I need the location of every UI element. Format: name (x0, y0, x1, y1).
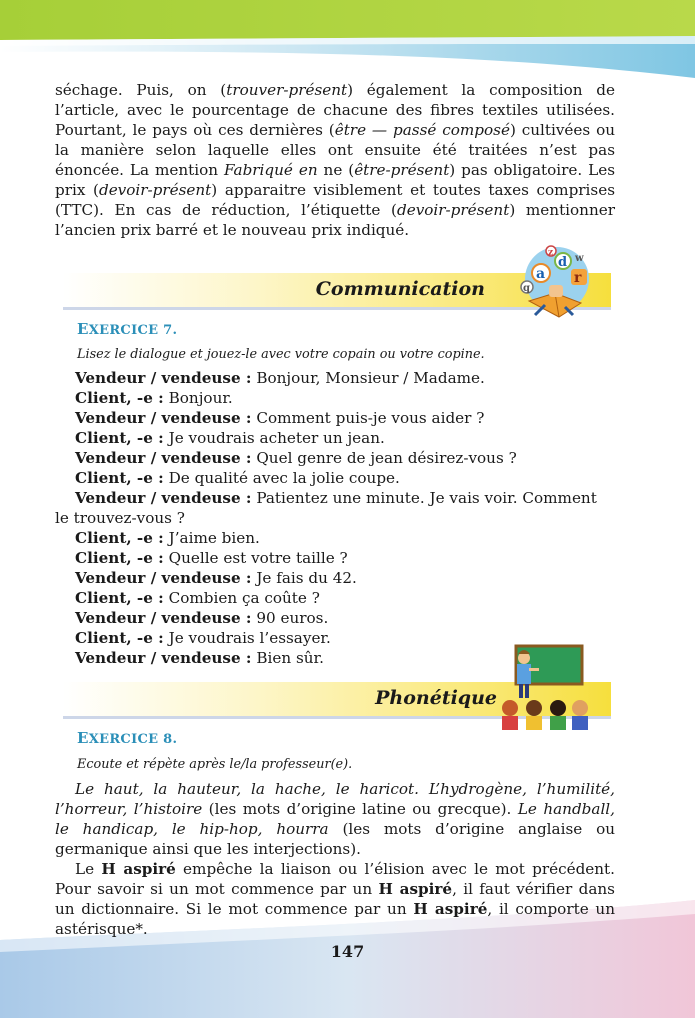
exercise-8-label: EXERCICE 8. (77, 729, 178, 747)
dialogue-line: Client, -e : Je voudrais acheter un jean. (75, 429, 385, 447)
top-decorative-band (0, 0, 695, 78)
exercise-7-instruction: Lisez le dialogue et jouez-le avec votre copain ou votre copine. (77, 347, 485, 362)
dialogue-line: Client, -e : Combien ça coûte ? (75, 589, 320, 607)
dialogue-line: Client, -e : Je voudrais l’essayer. (75, 629, 331, 647)
svg-text:a: a (536, 266, 546, 282)
exercise-7-label: EXERCICE 7. (77, 320, 178, 338)
exercise-8-instruction: Ecoute et répète après le/la professeur(e). (77, 757, 353, 772)
dialogue-line: Client, -e : De qualité avec la jolie coupe. (75, 469, 400, 487)
dialogue-line: Client, -e : Quelle est votre taille ? (75, 549, 348, 567)
svg-text:q: q (523, 283, 530, 294)
svg-text:r: r (574, 270, 582, 286)
svg-text:w: w (575, 253, 584, 264)
dialogue-line: Vendeur / vendeuse : Je fais du 42. (75, 569, 357, 587)
teacher-classroom-illustration (498, 642, 590, 734)
svg-text:z: z (548, 248, 554, 258)
communication-section-bar (63, 248, 611, 310)
communication-title: Communication (315, 278, 485, 300)
dialogue-line: Vendeur / vendeuse : Patientez une minute. Je vais voir. Comment le trouvez-vous ? (55, 489, 597, 527)
h-aspire-paragraph: Le H aspiré empêche la liaison ou l’élision avec le mot précédent. Pour savoir si un mot commence par un H aspiré, il faut vérifier dans un dictionnaire. Si le mot commence par un H aspiré, il comporte un astérisque*. (55, 860, 615, 938)
dialogue (55, 368, 615, 668)
phonetique-examples-paragraph: Le haut, la hauteur, la hache, le haricot. L’hydrogène, l’humilité, l’horreur, l’histoire (les mots d’origine latine ou grecque). Le handball, le handicap, le hip-hop, hourra (les mots d’origine anglaise ou germanique ainsi que les interjections). (55, 780, 616, 858)
dialogue-line: Vendeur / vendeuse : Quel genre de jean désirez-vous ? (75, 449, 517, 467)
dialogue-line: Vendeur / vendeuse : Bien sûr. (75, 649, 324, 667)
phonetique-section-bar (63, 682, 611, 719)
dialogue-line: Client, -e : Bonjour. (75, 389, 233, 407)
dialogue-line: Client, -e : J’aime bien. (75, 529, 260, 547)
svg-text:d: d (558, 255, 568, 270)
dialogue-line: Vendeur / vendeuse : 90 euros. (75, 609, 329, 627)
phonetique-title: Phonétique (375, 687, 497, 709)
letters-book-illustration (515, 245, 595, 327)
dialogue-line: Vendeur / vendeuse : Bonjour, Monsieur / Madame. (75, 369, 485, 387)
page-content (55, 80, 615, 939)
dialogue-line: Vendeur / vendeuse : Comment puis-je vous aider ? (75, 409, 485, 427)
page-number: 147 (330, 942, 365, 961)
intro-paragraph: séchage. Puis, on (trouver-présent) également la composition de l’article, avec le pourcentage de chacune des fibres textiles utilisées. Pourtant, le pays où ces dernières (être — passé composé) cultivées ou la manière selon laquelle elles ont ensuite été traitées n’est pas énoncée. La mention Fabriqué en ne (être-présent) pas obligatoire. Les prix (devoir-présent) apparaitre visiblement et toutes taxes comprises (TTC). En cas de réduction, l’étiquette (devoir-présent) mentionner l’ancien prix barré et le nouveau prix indiqué. (55, 81, 616, 239)
